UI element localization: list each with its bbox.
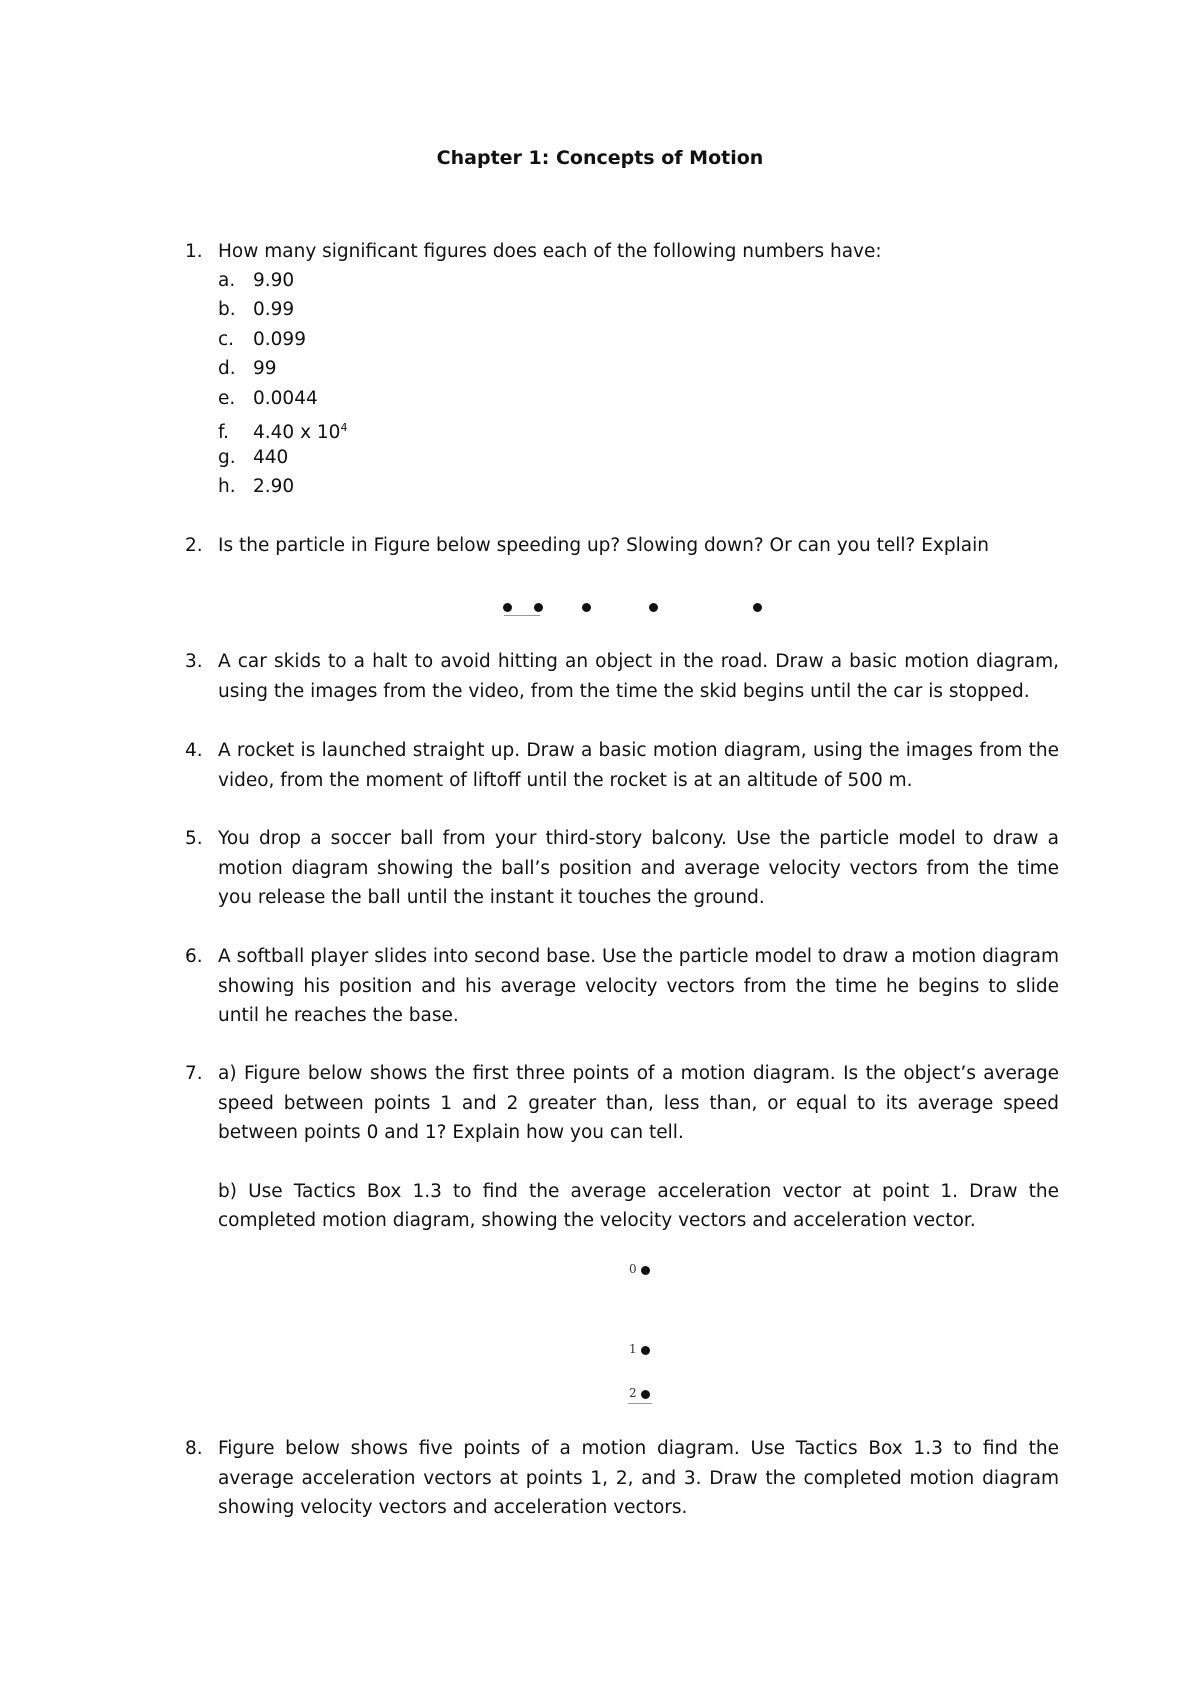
- part-value: 0.099: [253, 329, 306, 350]
- particle-dot: [641, 1390, 650, 1399]
- part-exponent: 4: [340, 421, 348, 434]
- point-label: 2: [629, 1386, 637, 1400]
- part-letter: d.: [218, 358, 236, 379]
- question-text: A rocket is launched straight up. Draw a basic motion diagram, using the images from the video, from the moment of liftoff until the rocket is at an altitude of 500 m.: [218, 740, 1059, 791]
- particle-dot: [503, 603, 512, 612]
- question-number: 8.: [185, 1438, 203, 1459]
- part-b: [218, 295, 294, 325]
- particle-dot: [649, 603, 658, 612]
- question-6: [185, 942, 1059, 1031]
- question-text-a: a) Figure below shows the first three points of a motion diagram. Is the object’s average speed between points 1 and 2 greater than, less than, or equal to its average speed between points 0 and 1? Explain how you can tell.: [218, 1063, 1059, 1143]
- part-value: 4.40 x 10: [253, 422, 341, 444]
- particle-dot: [641, 1266, 650, 1275]
- part-value: 440: [253, 447, 289, 468]
- part-a: [218, 266, 294, 296]
- question-8: [185, 1434, 1059, 1523]
- question-text: A car skids to a halt to avoid hitting an object in the road. Draw a basic motion diagram, using the images from the video, from the time the skid begins until the car is stopped.: [218, 651, 1059, 702]
- particle-dot: [753, 603, 762, 612]
- part-h: [218, 472, 294, 502]
- particle-dot: [582, 603, 591, 612]
- question-text: You drop a soccer ball from your third-story balcony. Use the particle model to draw a motion diagram showing the ball’s position and average velocity vectors from the time you release the ball until the instant it touches the ground.: [218, 828, 1059, 908]
- part-letter: h.: [218, 476, 236, 497]
- particle-dot: [534, 603, 543, 612]
- point-label: 1: [629, 1342, 637, 1356]
- question-7: [185, 1059, 1059, 1236]
- part-value: 0.99: [253, 299, 295, 320]
- question-number: 6.: [185, 946, 203, 967]
- part-c: [218, 325, 306, 355]
- question-number: 5.: [185, 828, 203, 849]
- figure-baseline-mark: [628, 1403, 652, 1404]
- part-letter: b.: [218, 299, 236, 320]
- question-text-b: b) Use Tactics Box 1.3 to find the average acceleration vector at point 1. Draw the completed motion diagram, showing the velocity vectors and acceleration vector.: [218, 1180, 1059, 1231]
- question-text: A softball player slides into second base. Use the particle model to draw a motion diagram showing his position and his average velocity vectors from the time he begins to slide until he reaches the base.: [218, 946, 1059, 1026]
- question-text: Is the particle in Figure below speeding up? Slowing down? Or can you tell? Explain: [218, 535, 989, 556]
- part-letter: c.: [218, 329, 235, 350]
- part-letter: g.: [218, 447, 236, 468]
- question-number: 4.: [185, 740, 203, 761]
- question-number: 2.: [185, 535, 203, 556]
- part-value: 0.0044: [253, 388, 318, 409]
- question-number: 7.: [185, 1063, 203, 1084]
- part-value: 9.90: [253, 270, 295, 291]
- part-value: 2.90: [253, 476, 295, 497]
- part-d: [218, 354, 277, 384]
- part-value: 99: [253, 358, 277, 379]
- part-letter: e.: [218, 388, 236, 409]
- particle-dot: [641, 1346, 650, 1355]
- question-2: [185, 531, 1059, 561]
- part-g: [218, 443, 288, 473]
- figure-baseline-mark: [504, 615, 540, 616]
- question-number: 3.: [185, 651, 203, 672]
- part-e: [218, 384, 318, 414]
- question-4: [185, 736, 1059, 795]
- page-title: Chapter 1: Concepts of Motion: [436, 147, 764, 169]
- question-text: Figure below shows five points of a motion diagram. Use Tactics Box 1.3 to find the average acceleration vectors at points 1, 2, and 3. Draw the completed motion diagram showing velocity vectors and acceleration vectors.: [218, 1438, 1059, 1518]
- question-5: [185, 824, 1059, 913]
- part-letter: f.: [218, 422, 230, 444]
- question-3: [185, 647, 1059, 706]
- question-text: How many significant figures does each of the following numbers have:: [218, 241, 882, 262]
- question-number: 1.: [185, 241, 203, 262]
- point-label: 0: [629, 1262, 637, 1276]
- part-letter: a.: [218, 270, 236, 291]
- question-1: [185, 237, 1059, 267]
